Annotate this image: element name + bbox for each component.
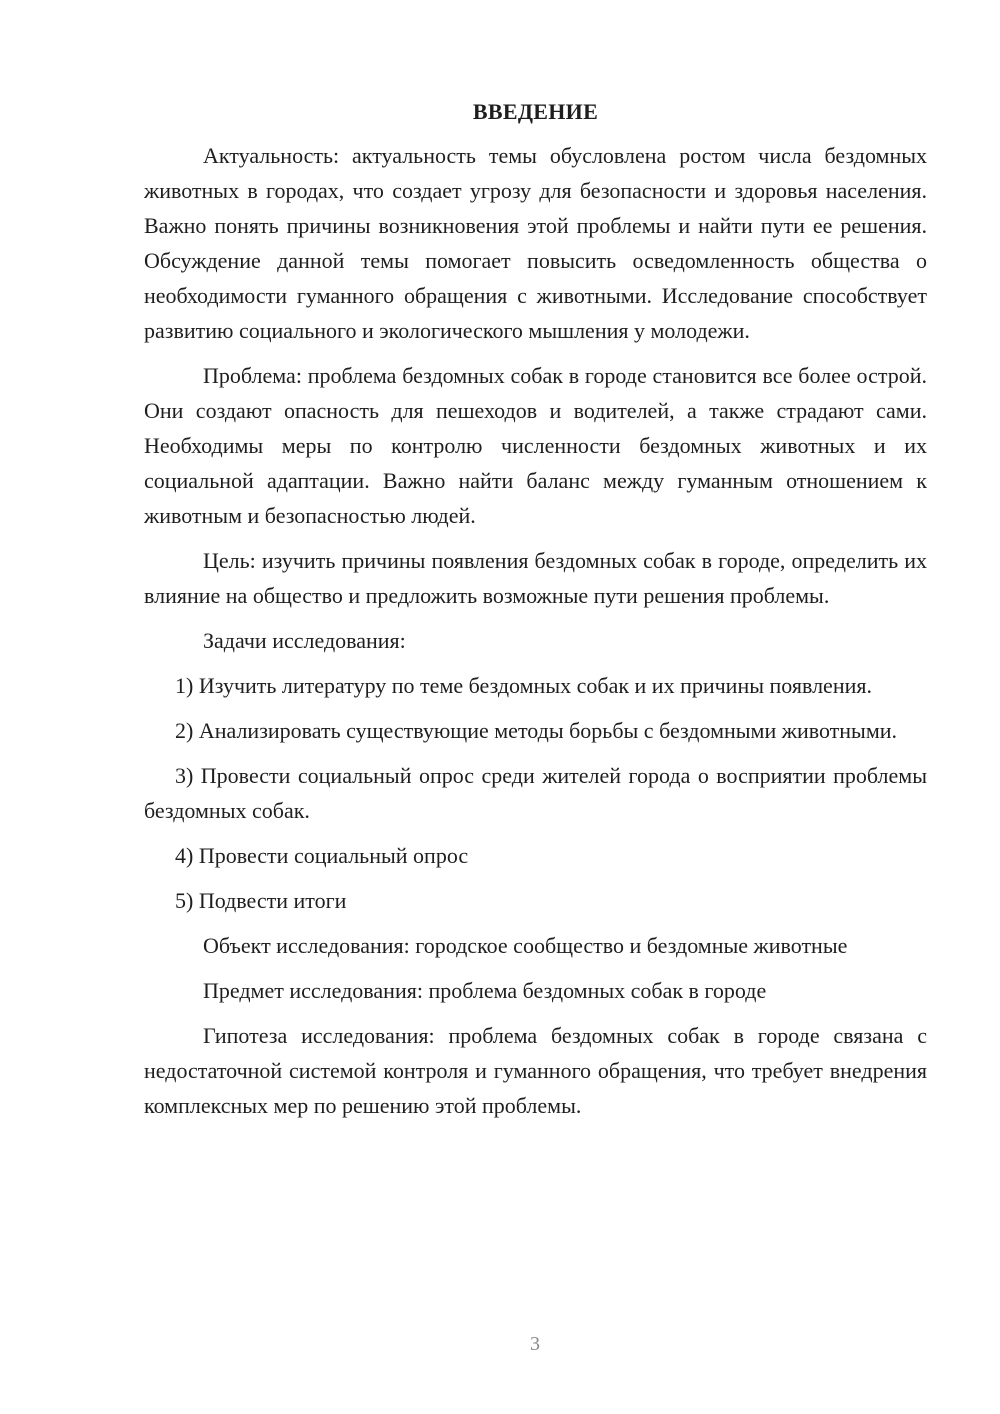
task-item-1: 1) Изучить литературу по теме бездомных собак и их причины появления. [175, 673, 872, 698]
paragraph-object: Объект исследования: городское сообщество и бездомные животные [203, 933, 848, 958]
task-item-2: 2) Анализировать существующие методы борьбы с бездомными животными. [175, 718, 898, 743]
paragraph-subject: Предмет исследования: проблема бездомных собак в городе [203, 978, 767, 1003]
document-page [144, 94, 927, 1133]
tasks-heading: Задачи исследования: [203, 628, 406, 653]
paragraph-problem: Проблема: проблема бездомных собак в городе становится все более острой. Они создают опасность для пешеходов и водителей, а также страдают сами. Необходимы меры по контролю численности бездомных животных и их социальной адаптации. Важно найти баланс между гуманным отношением к животным и безопасностью людей. [144, 363, 927, 528]
task-item-4: 4) Провести социальный опрос [175, 843, 469, 868]
task-item-5: 5) Подвести итоги [175, 888, 347, 913]
page-number: 3 [530, 1333, 540, 1355]
paragraph-hypothesis: Гипотеза исследования: проблема бездомных собак в городе связана с недостаточной системой контроля и гуманного обращения, что требует внедрения комплексных мер по решению этой проблемы. [144, 1023, 927, 1118]
paragraph-relevance: Актуальность: актуальность темы обусловлена ростом числа бездомных животных в городах, что создает угрозу для безопасности и здоровья населения. Важно понять причины возникновения этой проблемы и найти пути ее решения. Обсуждение данной темы помогает повысить осведомленность общества о необходимости гуманного обращения с животными. Исследование способствует развитию социального и экологического мышления у молодежи. [144, 143, 927, 343]
task-item-3: 3) Провести социальный опрос среди жителей города о восприятии проблемы бездомных собак. [144, 763, 927, 823]
page-title: ВВЕДЕНИЕ [472, 99, 599, 124]
paragraph-goal: Цель: изучить причины появления бездомных собак в городе, определить их влияние на общество и предложить возможные пути решения проблемы. [144, 548, 927, 608]
